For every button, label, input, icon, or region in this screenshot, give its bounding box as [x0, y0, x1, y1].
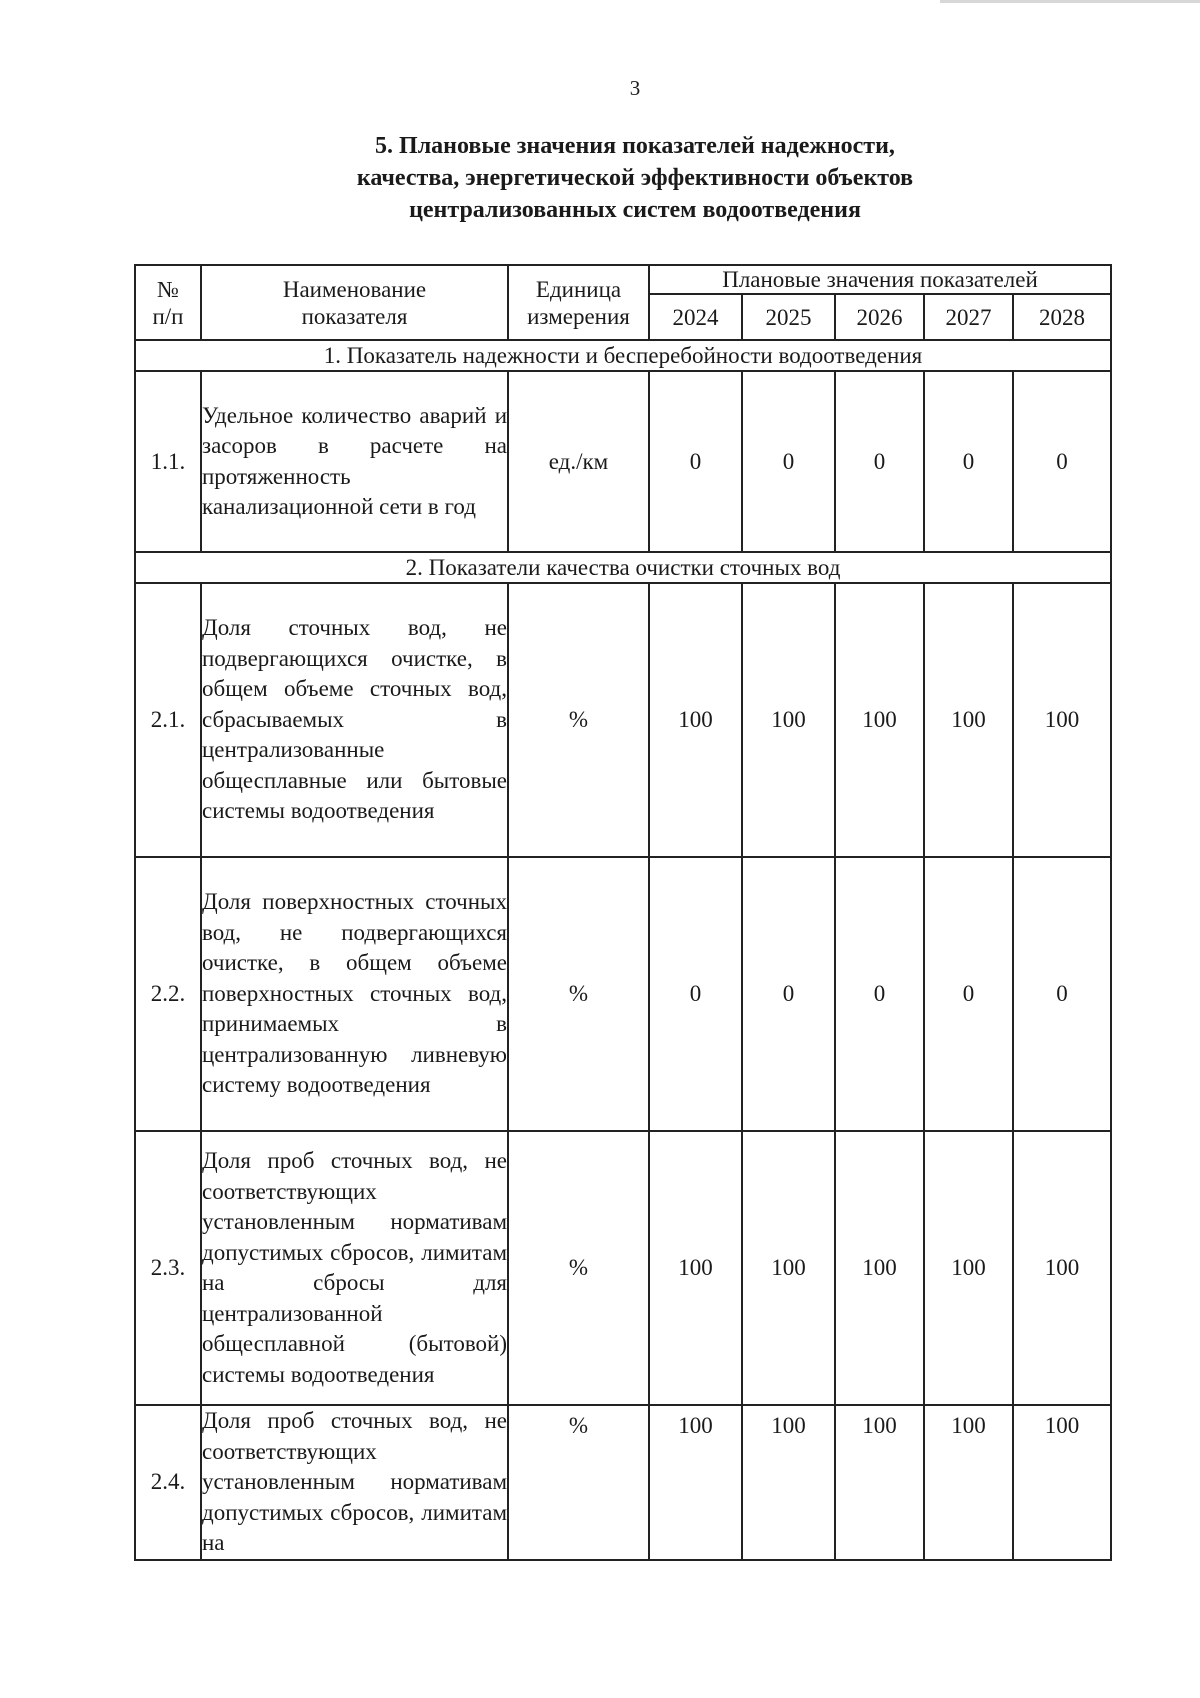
header-year: 2027 — [924, 294, 1013, 340]
section-title — [0, 130, 1200, 226]
header-year: 2028 — [1013, 294, 1111, 340]
value-cell: 0 — [649, 371, 742, 552]
row-number: 2.3. — [135, 1131, 201, 1405]
value-cell: 0 — [742, 371, 835, 552]
title-line-1: 5. Плановые значения показателей надежности, — [375, 133, 895, 159]
unit-cell: % — [508, 583, 649, 857]
unit-cell: % — [508, 1131, 649, 1405]
value-cell: 100 — [742, 1131, 835, 1405]
value-cell: 0 — [835, 857, 924, 1131]
table-row — [135, 583, 1111, 857]
indicator-name: Доля проб сточных вод, не соответствующих установленным нормативам допустимых сбросов, лимитам на сбросы для централизованной общесплавной (бытовой) системы водоотведения — [201, 1131, 508, 1405]
value-cell: 100 — [1013, 1405, 1111, 1560]
header-year: 2024 — [649, 294, 742, 340]
value-cell: 100 — [835, 1131, 924, 1405]
value-cell: 100 — [742, 1405, 835, 1560]
table-row — [135, 1405, 1111, 1560]
table-row — [135, 857, 1111, 1131]
indicator-name: Доля поверхностных сточных вод, не подвергающихся очистке, в общем объеме поверхностных сточных вод, принимаемых в централизованную ливневую систему водоотведения — [201, 857, 508, 1131]
header-year: 2025 — [742, 294, 835, 340]
unit-cell: % — [508, 1405, 649, 1560]
header-number: № п/п — [135, 265, 201, 340]
header-year: 2026 — [835, 294, 924, 340]
value-cell: 100 — [1013, 583, 1111, 857]
value-cell: 100 — [924, 583, 1013, 857]
table-row — [135, 371, 1111, 552]
row-number: 2.1. — [135, 583, 201, 857]
table-row — [135, 1131, 1111, 1405]
value-cell: 0 — [924, 857, 1013, 1131]
section-row — [135, 340, 1111, 371]
header-indicator-name: Наименование показателя — [201, 265, 508, 340]
section-title-2: 2. Показатели качества очистки сточных вод — [135, 552, 1111, 583]
value-cell: 100 — [835, 1405, 924, 1560]
indicator-name: Удельное количество аварий и засоров в расчете на протяженность канализационной сети в год — [201, 371, 508, 552]
value-cell: 0 — [1013, 371, 1111, 552]
page-number: 3 — [629, 76, 641, 100]
value-cell: 0 — [835, 371, 924, 552]
section-title-1: 1. Показатель надежности и бесперебойности водоотведения — [135, 340, 1111, 371]
row-number: 2.2. — [135, 857, 201, 1131]
scan-edge-mark — [940, 0, 1200, 3]
section-row — [135, 552, 1111, 583]
header-unit: Единица измерения — [508, 265, 649, 340]
indicators-table — [134, 264, 1112, 1561]
unit-cell: ед./км — [508, 371, 649, 552]
value-cell: 100 — [835, 583, 924, 857]
value-cell: 0 — [1013, 857, 1111, 1131]
title-line-3: централизованных систем водоотведения — [409, 197, 861, 223]
row-number: 2.4. — [135, 1405, 201, 1560]
value-cell: 100 — [649, 1405, 742, 1560]
value-cell: 100 — [649, 1131, 742, 1405]
header-planned-values: Плановые значения показателей — [649, 265, 1111, 294]
unit-cell: % — [508, 857, 649, 1131]
value-cell: 100 — [742, 583, 835, 857]
title-line-2: качества, энергетической эффективности объектов — [356, 165, 914, 191]
value-cell: 100 — [924, 1131, 1013, 1405]
value-cell: 100 — [924, 1405, 1013, 1560]
value-cell: 0 — [742, 857, 835, 1131]
value-cell: 0 — [649, 857, 742, 1131]
indicator-name: Доля сточных вод, не подвергающихся очистке, в общем объеме сточных вод, сбрасываемых в централизованные общесплавные или бытовые системы водоотведения — [201, 583, 508, 857]
value-cell: 0 — [924, 371, 1013, 552]
value-cell: 100 — [649, 583, 742, 857]
row-number: 1.1. — [135, 371, 201, 552]
indicator-name: Доля проб сточных вод, не соответствующих установленным нормативам допустимых сбросов, лимитам на — [201, 1405, 508, 1560]
value-cell: 100 — [1013, 1131, 1111, 1405]
